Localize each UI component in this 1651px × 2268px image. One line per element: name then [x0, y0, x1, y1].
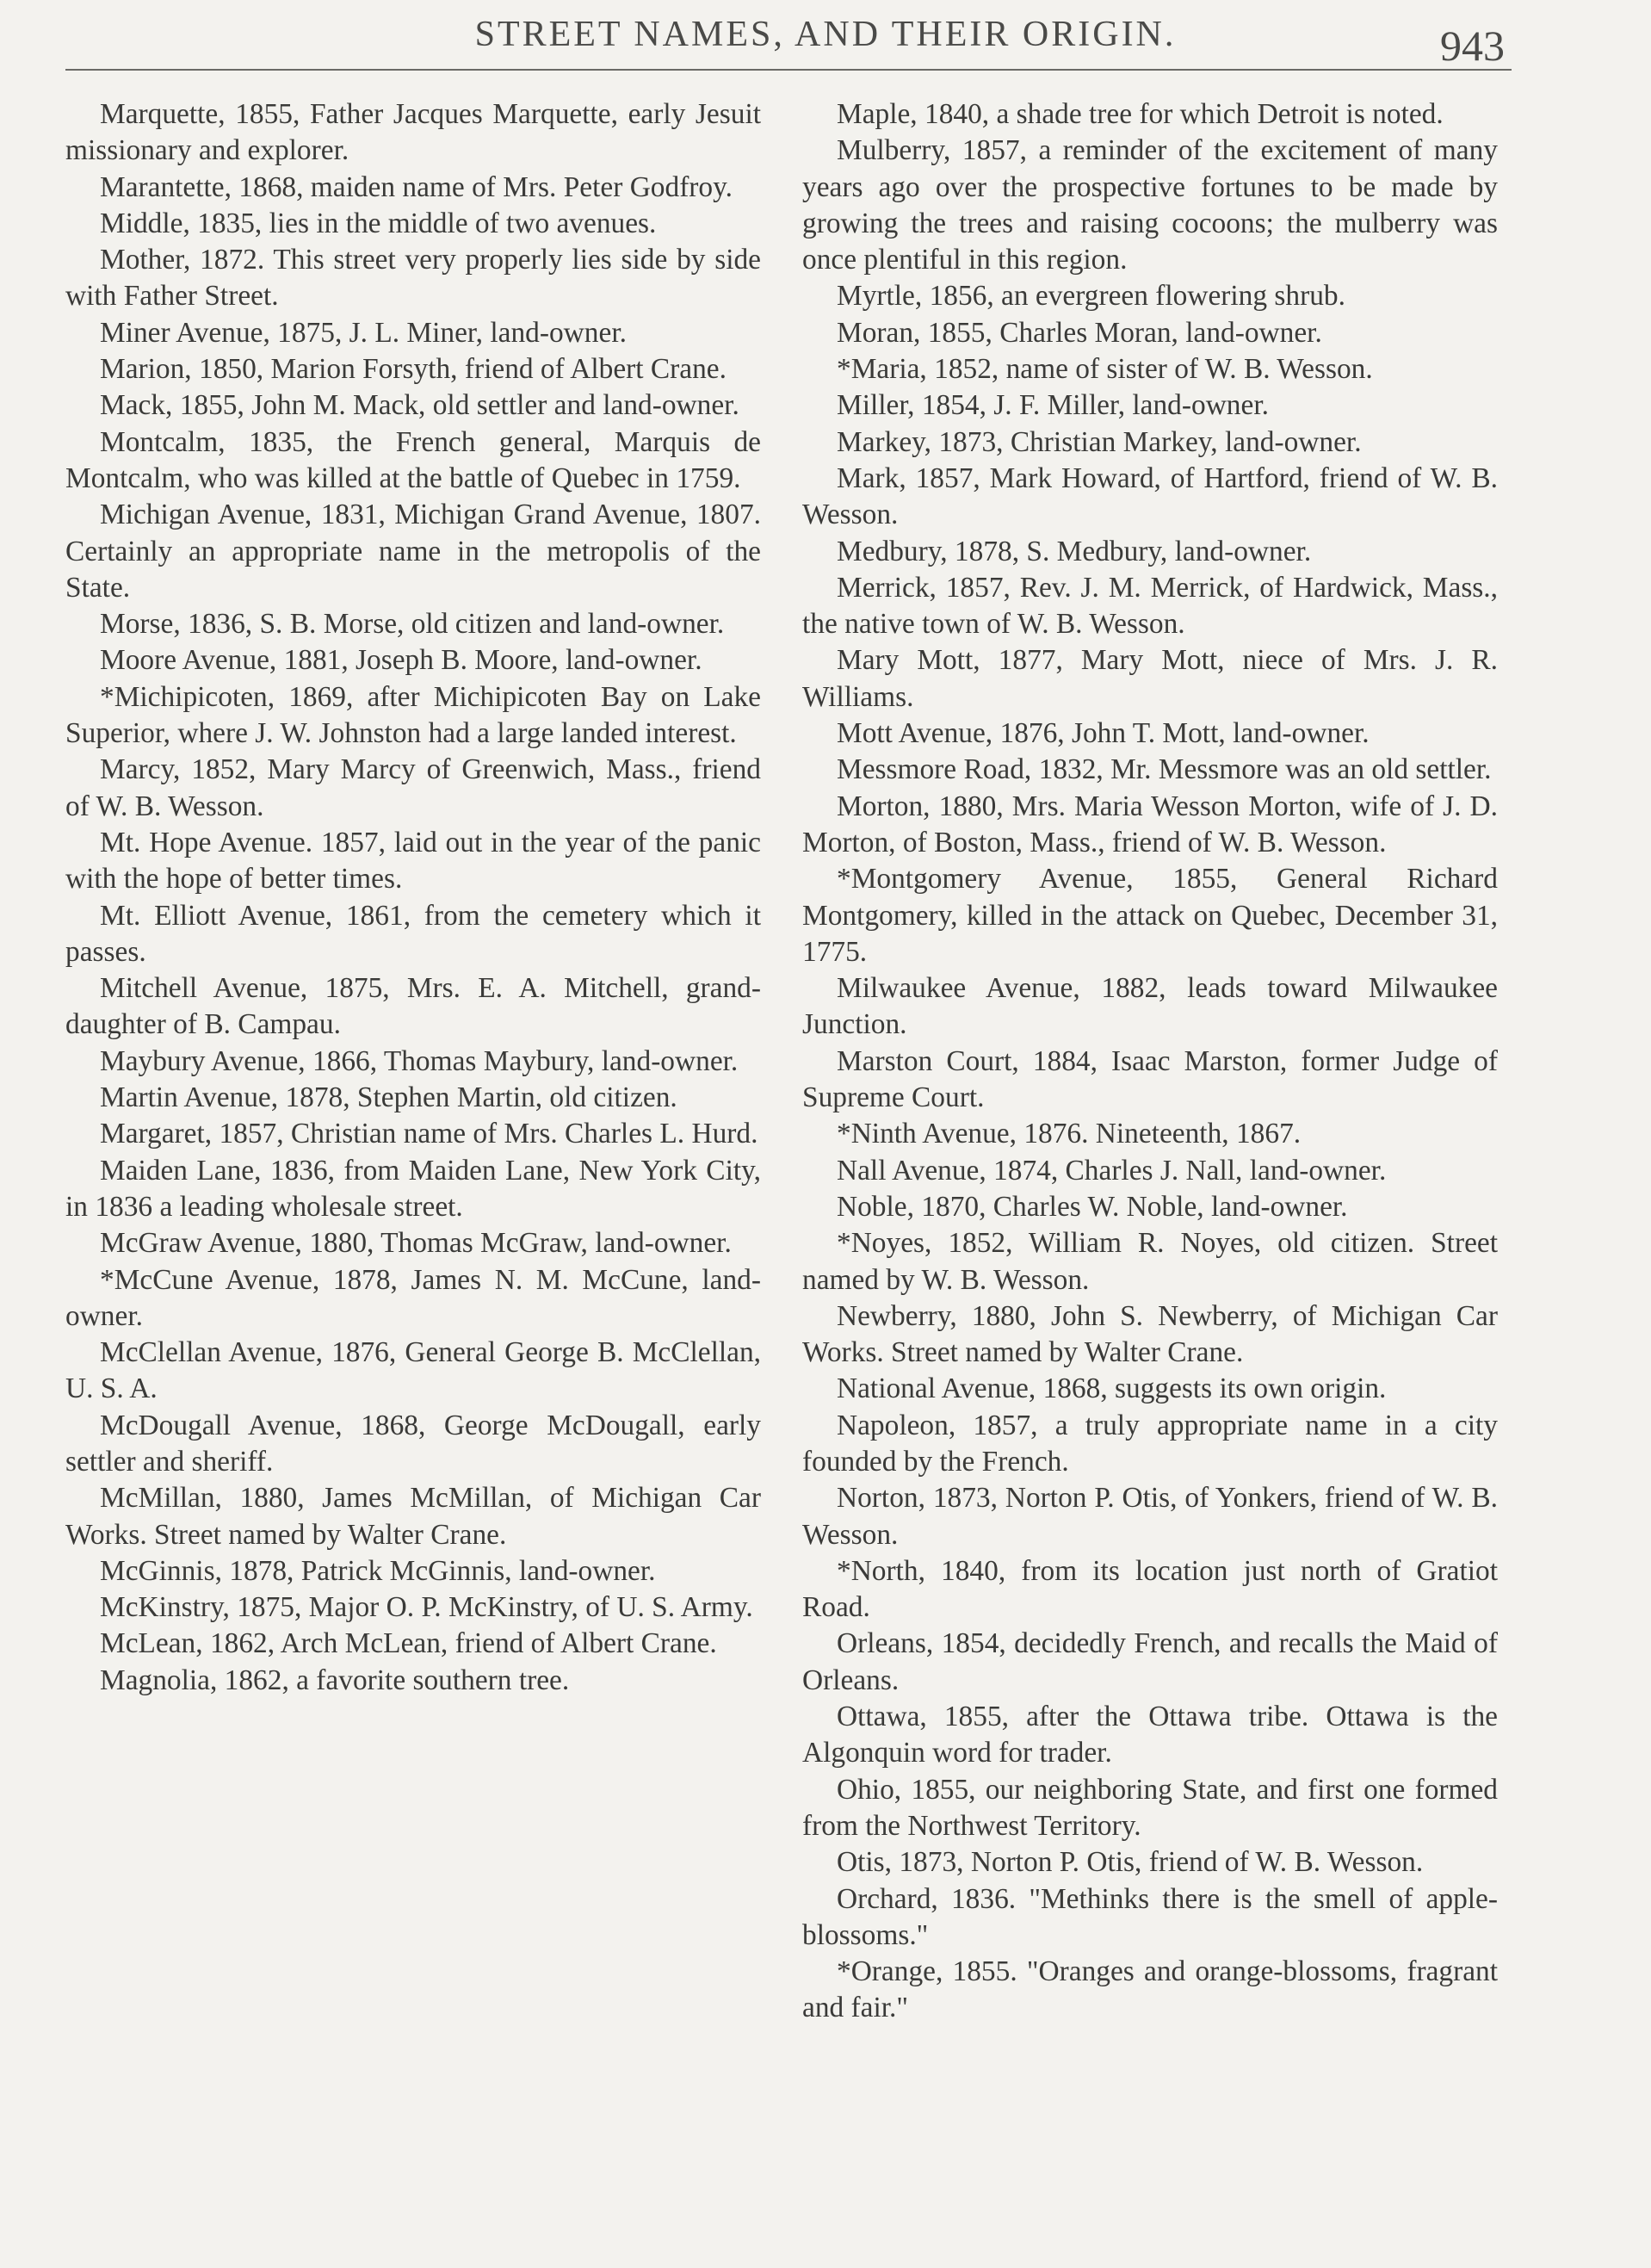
street-entry: Myrtle, 1856, an evergreen flowering shrub.	[837, 280, 1345, 313]
street-entry: Martin Avenue, 1878, Stephen Martin, old citizen.	[100, 1081, 677, 1114]
street-entry: Mulberry, 1857, a reminder of the excitement of many years ago over the prospective fortunes to be made by growing the trees and raising cocoons; the mulberry was once plentiful in this region.	[802, 134, 1498, 276]
street-entry: Mother, 1872. This street very properly lies side by side with Father Street.	[65, 244, 761, 313]
header-rule	[65, 69, 1512, 71]
street-entry: Noble, 1870, Charles W. Noble, land-owner.	[837, 1190, 1348, 1223]
street-entry: Medbury, 1878, S. Medbury, land-owner.	[837, 535, 1312, 567]
street-entry: Marion, 1850, Marion Forsyth, friend of Albert Crane.	[100, 353, 727, 386]
street-entry: Mitchell Avenue, 1875, Mrs. E. A. Mitchell, grand-daughter of B. Campau.	[65, 972, 761, 1041]
street-entry: Mack, 1855, John M. Mack, old settler and land-owner.	[100, 389, 739, 422]
street-entry: *North, 1840, from its location just north of Gratiot Road.	[802, 1554, 1498, 1624]
street-entry: National Avenue, 1868, suggests its own origin.	[837, 1373, 1387, 1405]
street-entry: Nall Avenue, 1874, Charles J. Nall, land-owner.	[837, 1154, 1387, 1187]
street-entry: Mt. Hope Avenue. 1857, laid out in the year of the panic with the hope of better times.	[65, 826, 761, 895]
street-entry: Newberry, 1880, John S. Newberry, of Michigan Car Works. Street named by Walter Crane.	[802, 1299, 1498, 1369]
street-entry: Montcalm, 1835, the French general, Marquis de Montcalm, who was killed at the battle of Quebec in 1759.	[65, 425, 761, 494]
street-entry: *Orange, 1855. "Oranges and orange-blossoms, fragrant and fair."	[802, 1955, 1498, 2024]
street-entry: McDougall Avenue, 1868, George McDougall, early settler and sheriff.	[65, 1409, 761, 1478]
street-entry: Norton, 1873, Norton P. Otis, of Yonkers, friend of W. B. Wesson.	[802, 1482, 1498, 1551]
street-entry: Otis, 1873, Norton P. Otis, friend of W. B. Wesson.	[837, 1846, 1424, 1879]
street-entry: Maiden Lane, 1836, from Maiden Lane, New York City, in 1836 a leading wholesale street.	[65, 1154, 761, 1223]
street-entry: Marcy, 1852, Mary Marcy of Greenwich, Mass., friend of W. B. Wesson.	[65, 753, 761, 822]
street-entry: *McCune Avenue, 1878, James N. M. McCune, land-owner.	[65, 1263, 761, 1332]
street-entry: Merrick, 1857, Rev. J. M. Merrick, of Hardwick, Mass., the native town of W. B. Wesson.	[802, 571, 1498, 641]
street-entry: Markey, 1873, Christian Markey, land-owner.	[837, 425, 1362, 458]
street-entry: Orchard, 1836. "Methinks there is the smell of apple-blossoms."	[802, 1882, 1498, 1951]
street-entry: McGinnis, 1878, Patrick McGinnis, land-owner.	[100, 1554, 656, 1587]
street-entry: McLean, 1862, Arch McLean, friend of Albert Crane.	[100, 1627, 717, 1660]
street-entry: Miner Avenue, 1875, J. L. Miner, land-owner.	[100, 316, 627, 349]
street-entry: Magnolia, 1862, a favorite southern tree.	[100, 1664, 570, 1696]
street-entry: Ohio, 1855, our neighboring State, and first one formed from the Northwest Territory.	[802, 1773, 1498, 1842]
street-entry: Maple, 1840, a shade tree for which Detroit is noted.	[837, 98, 1444, 130]
street-entry: Marquette, 1855, Father Jacques Marquette, early Jesuit missionary and explorer.	[65, 98, 761, 167]
street-entry: Maybury Avenue, 1866, Thomas Maybury, land-owner.	[100, 1044, 739, 1077]
street-entry: Miller, 1854, J. F. Miller, land-owner.	[837, 389, 1269, 422]
street-entry: Marston Court, 1884, Isaac Marston, former Judge of Supreme Court.	[802, 1044, 1498, 1114]
street-entry: *Ninth Avenue, 1876. Nineteenth, 1867.	[837, 1118, 1302, 1150]
right-column	[802, 96, 1498, 2027]
street-entry: Michigan Avenue, 1831, Michigan Grand Avenue, 1807. Certainly an appropriate name in the metropolis of the State.	[65, 499, 761, 604]
street-entry: McKinstry, 1875, Major O. P. McKinstry, of U. S. Army.	[100, 1591, 753, 1624]
street-entry: Messmore Road, 1832, Mr. Messmore was an old settler.	[837, 753, 1492, 786]
street-entry: Moore Avenue, 1881, Joseph B. Moore, land-owner.	[100, 644, 702, 677]
street-entry: Marantette, 1868, maiden name of Mrs. Peter Godfroy.	[100, 170, 733, 203]
street-entry: Mary Mott, 1877, Mary Mott, niece of Mrs. J. R. Williams.	[802, 644, 1498, 713]
street-entry: Morse, 1836, S. B. Morse, old citizen and land-owner.	[100, 608, 725, 641]
street-entry: Margaret, 1857, Christian name of Mrs. Charles L. Hurd.	[100, 1118, 758, 1150]
street-entry: *Noyes, 1852, William R. Noyes, old citizen. Street named by W. B. Wesson.	[802, 1227, 1498, 1296]
street-entry: McClellan Avenue, 1876, General George B. McClellan, U. S. A.	[65, 1336, 761, 1405]
running-head	[0, 12, 1651, 70]
street-entry: *Michipicoten, 1869, after Michipicoten Bay on Lake Superior, where J. W. Johnston had a large landed interest.	[65, 680, 761, 750]
street-entry: Morton, 1880, Mrs. Maria Wesson Morton, wife of J. D. Morton, of Boston, Mass., friend of W. B. Wesson.	[802, 790, 1498, 858]
running-title: STREET NAMES, AND THEIR ORIGIN.	[474, 15, 1177, 54]
street-entry: *Maria, 1852, name of sister of W. B. Wesson.	[837, 353, 1373, 386]
street-entry: Middle, 1835, lies in the middle of two avenues.	[100, 207, 657, 239]
street-entry: Milwaukee Avenue, 1882, leads toward Milwaukee Junction.	[802, 972, 1498, 1041]
street-entry: Mott Avenue, 1876, John T. Mott, land-owner.	[837, 717, 1370, 750]
street-entry: Moran, 1855, Charles Moran, land-owner.	[837, 316, 1322, 349]
street-entry: *Montgomery Avenue, 1855, General Richard Montgomery, killed in the attack on Quebec, December 31, 1775.	[802, 863, 1498, 968]
street-entry: Orleans, 1854, decidedly French, and recalls the Maid of Orleans.	[802, 1627, 1498, 1696]
street-entry: McMillan, 1880, James McMillan, of Michigan Car Works. Street named by Walter Crane.	[65, 1482, 761, 1551]
street-entry: Mt. Elliott Avenue, 1861, from the cemetery which it passes.	[65, 899, 761, 968]
street-entry: Mark, 1857, Mark Howard, of Hartford, friend of W. B. Wesson.	[802, 462, 1498, 531]
street-entry: McGraw Avenue, 1880, Thomas McGraw, land-owner.	[100, 1227, 732, 1260]
street-entry: Napoleon, 1857, a truly appropriate name in a city founded by the French.	[802, 1409, 1498, 1478]
page-number: 943	[1440, 22, 1505, 70]
street-entry: Ottawa, 1855, after the Ottawa tribe. Ottawa is the Algonquin word for trader.	[802, 1701, 1498, 1769]
left-column	[65, 96, 761, 1699]
